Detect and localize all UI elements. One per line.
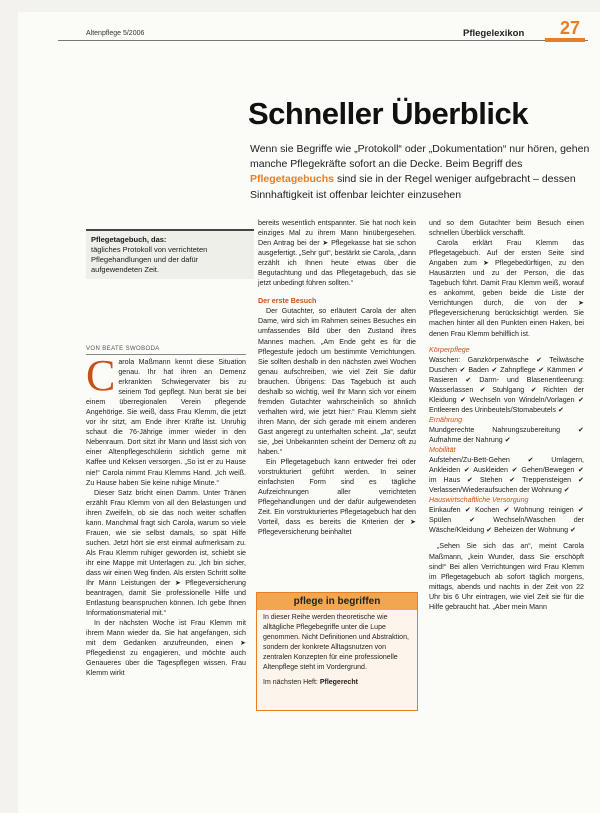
checklist-items: Einkaufen ✔ Kochen ✔ Wohnung reinigen ✔ Spülen ✔ Wechseln/Waschen der Wäsche/Kleidung ✔ Beheizen der Wohnung ✔ — [429, 506, 584, 535]
checklist-items: Mundgerechte Nahrungszubereitung ✔ Aufnahme der Nahrung ✔ — [429, 425, 584, 444]
paragraph: und so dem Gutachter beim Besuch einen schnellen Überblick verschafft. — [429, 219, 584, 238]
page-number: 27 — [560, 18, 581, 38]
info-box-heading: pflege in begriffen — [257, 593, 417, 610]
paragraph: bereits wesentlich entspannter. Sie hat noch kein einziges Mal zu ihrem Mann hinübergesehen. Den Antrag bei der ➤ Pflegekasse hat sie schon ausgefertigt. „Sehr gut“, bestärkt sie Carola, „dann erzählt ich Ihnen heute etwas über die Begutachtung und das Pflegetagebuch, das sie jetzt unbedingt führen sollten.“ — [258, 219, 416, 288]
checklist-category: Mobilität — [429, 446, 456, 455]
section-label: Pflegelexikon — [463, 28, 525, 39]
article-intro — [250, 142, 590, 203]
lexicon-term: Pflegetagebuch, das: — [91, 235, 167, 244]
intro-text-1: Wenn sie Begriffe wie „Protokoll“ oder „Dokumentation“ nur hören, gehen manche Pflegekräfte sofort an die Decke. Beim Begriff des — [250, 143, 590, 171]
paragraph: Carola erklärt Frau Klemm das Pflegetagebuch. Auf der ersten Seite sind Angaben zum ➤ Pflegebedürftigen, zu den Hausärzten und zu der Person, die das Tagebuch führt. Damit Frau Klemm weiß, worauf es ankommt, geben beide die Liste der Verrichtungen durch, die von der ➤ Pflegeversicherung berücksichtigt werden. Sie machen hinter all den Punkten einen Haken, bei denen Frau Klemm behilflich ist. — [429, 239, 584, 338]
paragraph: „Sehen Sie sich das an“, meint Carola Maßmann, „kein Wunder, dass Sie erschöpft sind!“ Bei allen Verrichtungen wird Frau Klemm im Pflegetagebuch ab sofort täglich morgens, mittags, abends und nachts in der Zeit von 22 Uhr bis 6 Uhr eintragen, wie viel Zeit sie für die Hilfe gebraucht hat. „Aber mein Mann — [429, 542, 584, 611]
drop-cap: C — [86, 351, 116, 400]
paragraph: In der nächsten Woche ist Frau Klemm mit ihrem Mann wieder da. Sie hat angefangen, sich mit dem Gedanken anzufreunden, einen ➤ Pflegedienst zu engagieren, und möchte auch Genaueres über die Tagespflegen wissen. Frau Klemm wirkt — [86, 619, 246, 678]
paragraph: Ein Pflegetagebuch kann entweder frei oder vorstrukturiert geführt werden. In seiner einfachsten Form sind es tägliche Aufzeichnungen aller verrichteten Pflegehandlungen und der dafür aufgewendeten Zeit. Ein vorstrukturiertes Pflegetagebuch hat den Vorteil, dass es bereits die Kriterien der ➤ Pflegeversicherung beinhaltet — [258, 458, 416, 537]
series-info-box — [256, 592, 418, 711]
checklist-items: Aufstehen/Zu-Bett-Gehen ✔ Umlagern, Ankleiden ✔ Auskleiden ✔ Gehen/Bewegen ✔ im Haus ✔ Stehen ✔ Treppensteigen ✔ Verlassen/Wiederaufsuchen der Wohnung ✔ — [429, 456, 584, 495]
checklist-category: Körperpflege — [429, 345, 470, 354]
column-3 — [429, 218, 584, 612]
paragraph: Dieser Satz bricht einen Damm. Unter Tränen erzählt Frau Klemm von all den Belastungen und ihren Zweifeln, ob sie das noch weiter schaffen kann. Manchmal fragt sich Carola, warum so viele Frauen, wie sie selbst damals, so spät Hilfe suchen. Jetzt hört sie erst einmal aufmerksam zu. Als Frau Klemm ruhiger geworden ist, schiebt sie ihr eine Mappe mit Unterlagen zu. „Ich bin sicher, dass wir einen Weg finden. Als ersten Schritt sollte Ihr Mann Leistungen der ➤ Pflegeversicherung beantragen, damit Sie professionelle Hilfe und Entlastung beanspruchen können. Ich gebe Ihnen Informationsmaterial mit.“ — [86, 488, 246, 618]
author-byline: VON BEATE SWOBODA — [86, 346, 246, 355]
checklist-category: Ernährung — [429, 415, 463, 424]
next-issue-topic: Pflegerecht — [319, 679, 358, 686]
lexicon-definition: tägliches Protokoll von verrichteten Pflegehandlungen und der dafür aufgewendeten Zeit. — [91, 245, 208, 274]
issue-label: Altenpflege 5/2006 — [86, 30, 145, 37]
checklist-category: Hauswirtschaftliche Versorgung — [429, 496, 529, 505]
checklist-items: Waschen: Ganzkörperwäsche ✔ Teilwäsche Duschen ✔ Baden ✔ Zahnpflege ✔ Kämmen ✔ Rasieren ✔ Darm- und Blasenentleerung: Wasserlassen ✔ Stuhlgang ✔ Richten der Kleidung ✔ Wechseln von Windeln/Vorlagen ✔ Entleeren des Urinbeutels/Stomabeutels ✔ — [429, 355, 584, 414]
next-issue-label: Im nächsten Heft: — [263, 679, 318, 686]
intro-text-2: sind sie in der Regel weniger aufgebracht – dessen Sinnhaftigkeit ist offenbar leichter einzusehen — [250, 173, 576, 201]
lexicon-definition-box — [86, 229, 254, 279]
info-box-body: In dieser Reihe werden theoretische wie alltägliche Pflegebegriffe unter die Lupe genommen. Nicht Definitionen und Abstraktion, sondern der konkrete Alltagsnutzen von zentralen Konzepten für eine professionelle Altenpflege steht im Vordergrund. — [263, 614, 409, 671]
subheading: Der erste Besuch — [258, 297, 317, 306]
column-1 — [86, 351, 246, 679]
next-issue-note — [257, 676, 417, 689]
column-2 — [258, 218, 416, 537]
paragraph: Der Gutachter, so erläutert Carola der alten Dame, wird sich im Rahmen seines Besuches ein umfassendes Bild über den Zustand ihres Mannes machen. „Am Ende geht es für die Pflegestufe jedoch um bestimmte Verrichtungen. Sie sollten deshalb in den nächsten zwei Wochen genau aufschreiben, wie viel Zeit Sie dafür brauchen. Übrigens: Das Tagebuch ist auch deshalb so wichtig, weil Ihr Mann sich vor einem fremden Gutachter wahrscheinlich so ähnlich verhalten wird, wie jetzt hier.“ Frau Klemm sieht ihren Mann, der sich gerade mit einem anderen Gast angeregt zu unterhalten scheint. „Ja“, seufzt sie, „bei Unbekannten scheint der Demenz oft zu haben.“ — [258, 307, 416, 457]
article-title: Schneller Überblick — [248, 96, 528, 131]
intro-highlight: Pflegetagebuchs — [250, 173, 335, 186]
header-rule — [58, 40, 588, 41]
paragraph: arola Maßmann kennt diese Situation genau. Ihr hat ihren an Demenz erkrankten Schwiegervater bis zu seinem Tod gepflegt. Nun berät sie bei einem überregionalen Verein pflegende Angehörige. Sie weiß, dass Frau Klemm, die jetzt vor ihr sitzt, am Ende ihrer Kräfte ist. Unruhig schaut die 76-Jährige immer wieder in den Nebenraum. Dort sitzt ihr Mann und lässt sich von einer Altenpflegeschülerin sichtlich gerne mit Kaffee und Keksen versorgen. „So ist er zu Hause nie!“ Carola nimmt Frau Klemms Hand. „Ich weiß. Zu Hause haben Sie keine ruhige Minute.“ — [86, 358, 246, 487]
